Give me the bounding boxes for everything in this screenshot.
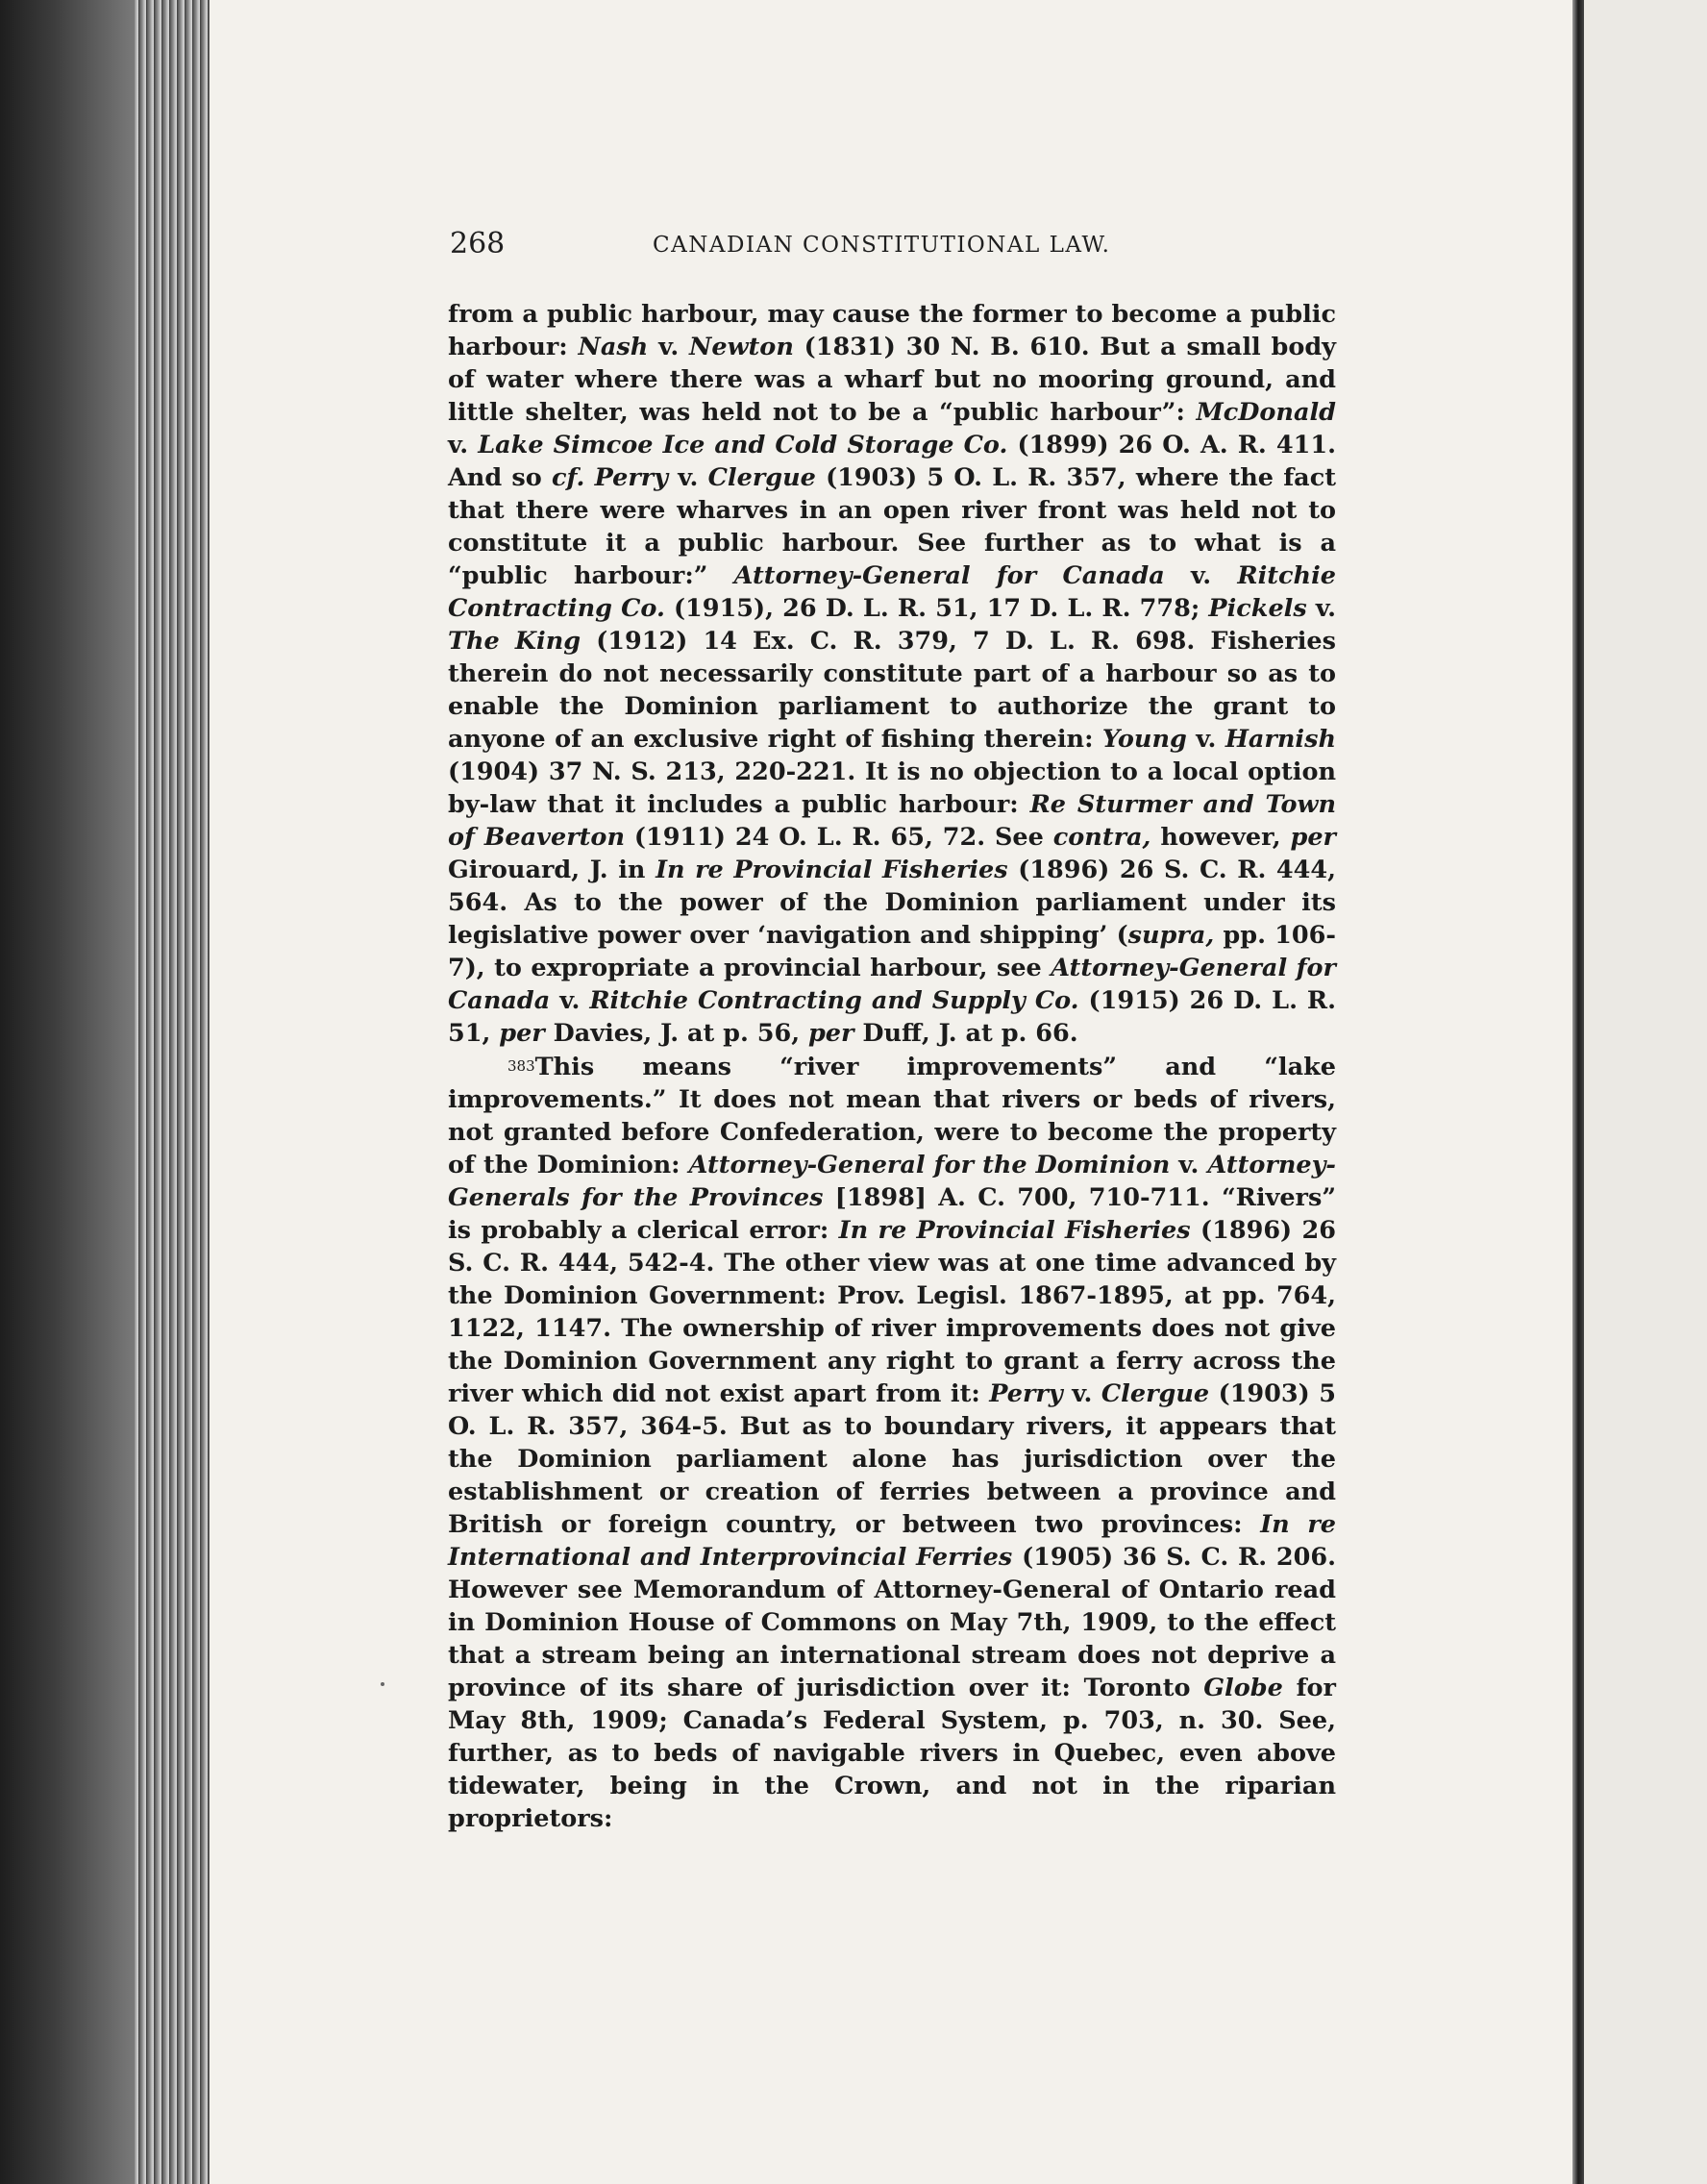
case-name: Perry xyxy=(989,1379,1063,1408)
text-run: (1915) 26 D. L. R. 51, xyxy=(448,986,1336,1048)
case-name: The King xyxy=(448,627,581,656)
case-name: cf. Perry xyxy=(551,463,669,492)
book-gutter xyxy=(1572,0,1584,2184)
text-run: pp. 106-7), to expropriate a provincial harbour, see xyxy=(448,921,1336,982)
text-run: from a public harbour, may cause the former to become a public harbour: xyxy=(448,300,1336,361)
text-run: v. xyxy=(1170,1151,1208,1179)
text-run: v. xyxy=(1164,561,1238,590)
case-name: Newton xyxy=(689,333,794,361)
body-text xyxy=(448,298,1336,1835)
case-name: Ritchie Contracting Co. xyxy=(448,561,1337,623)
case-name: Attorney-General for Canada xyxy=(448,954,1336,1015)
text-run: (1896) 26 S. C. R. 444, 542-4. The other view was at one time advanced by the Dominion Government: Prov. Legisl. 1867-1895, at pp. 764, 1122, 1147. The ownership of river improvements does not give the Dominion Government any right to grant a ferry across the river which did not exist apart from it: xyxy=(448,1216,1336,1408)
case-name: Nash xyxy=(578,333,649,361)
newspaper-title: Globe xyxy=(1203,1674,1283,1702)
page-header xyxy=(450,227,1338,269)
footnote-marker: 383 xyxy=(507,1057,535,1075)
italic-term: per xyxy=(1290,823,1336,852)
text-run: v. xyxy=(448,431,479,459)
book-spine-shadow xyxy=(0,0,135,2184)
italic-term: per xyxy=(807,1019,854,1048)
text-run: (1915), 26 D. L. R. 51, 17 D. L. R. 778; xyxy=(664,594,1209,623)
case-name: In re International and Interprovincial Ferries xyxy=(448,1510,1336,1572)
text-run: (1912) 14 Ex. C. R. 379, 7 D. L. R. 698. Fisheries therein do not necessarily constitute part of a harbour so as to enable the Dominion parliament to authorize the grant to anyone of an exclusive right of fishing therein: xyxy=(448,627,1336,754)
case-name: Clergue xyxy=(707,463,816,492)
text-run: (1903) 5 O. L. R. 357, where the fact that there were wharves in an open river front was held not to constitute it a public harbour. See further as to what is a “public harbour:” xyxy=(448,463,1337,590)
italic-term: per xyxy=(499,1019,545,1048)
text-run: (1896) 26 S. C. R. 444, 564. As to the power of the Dominion parliament under its legislative power over ‘navigation and shipping’ ( xyxy=(448,856,1337,950)
text-run: Duff, J. at p. 66. xyxy=(854,1019,1078,1048)
text-run: Girouard, J. in xyxy=(448,856,656,884)
text-run: v. xyxy=(1062,1379,1101,1408)
italic-term: contra, xyxy=(1052,823,1151,852)
text-run: (1899) 26 O. A. R. 411. And so xyxy=(448,431,1336,492)
page-number: 268 xyxy=(450,227,506,261)
case-name: Lake Simcoe Ice and Cold Storage Co. xyxy=(478,431,1008,459)
text-run: v. xyxy=(648,333,690,361)
text-run: (1911) 24 O. L. R. 65, 72. See xyxy=(624,823,1053,852)
case-name: Harnish xyxy=(1225,725,1336,754)
case-name: In re Provincial Fisheries xyxy=(838,1216,1191,1245)
text-run: (1904) 37 N. S. 213, 220-221. It is no objection to a local option by-law that it includes a public harbour: xyxy=(448,757,1336,819)
continued-footnote-paragraph xyxy=(448,298,1336,1050)
case-name: Young xyxy=(1101,725,1187,754)
case-name: Attorney-General for the Dominion xyxy=(688,1151,1171,1179)
case-name: Clergue xyxy=(1101,1379,1210,1408)
text-run: [1898] A. C. 700, 710-711. “Rivers” is probably a clerical error: xyxy=(448,1183,1337,1245)
case-name: Ritchie Contracting and Supply Co. xyxy=(589,986,1079,1015)
text-run: v. xyxy=(1186,725,1225,754)
text-run: (1905) 36 S. C. R. 206. However see Memorandum of Attorney-General of Ontario read in Dominion House of Commons on May 7th, 1909, to the effect that a stream being an international stream does not deprive a province of its share of jurisdiction over it: Toronto xyxy=(448,1543,1337,1702)
text-run: v. xyxy=(1306,594,1336,623)
text-run: v. xyxy=(550,986,590,1015)
case-name: In re Provincial Fisheries xyxy=(656,856,1008,884)
text-run: (1831) 30 N. B. 610. But a small body of water where there was a wharf but no mooring ground, and little shelter, was held not to be a “public harbour”: xyxy=(448,333,1336,427)
case-name: Attorney-Generals for the Provinces xyxy=(448,1151,1336,1212)
text-run: however, xyxy=(1150,823,1291,852)
text-run: Davies, J. at p. 56, xyxy=(544,1019,808,1048)
text-run: v. xyxy=(668,463,708,492)
text-run: for May 8th, 1909; Canada’s Federal System, p. 703, n. 30. See, further, as to beds of navigable rivers in Quebec, even above tidewater, being in the Crown, and not in the riparian proprietors: xyxy=(448,1674,1336,1833)
case-name: Attorney-General for Canada xyxy=(733,561,1165,590)
text-run: This means “river improvements” and “lake improvements.” It does not mean that rivers or beds of rivers, not granted before Confederation, were to become the property of the Dominion: xyxy=(448,1053,1336,1179)
case-name: McDonald xyxy=(1196,398,1336,427)
paper-speck xyxy=(381,1682,384,1686)
footnote-383 xyxy=(448,1050,1336,1835)
text-run: (1903) 5 O. L. R. 357, 364-5. But as to boundary rivers, it appears that the Dominion parliament alone has jurisdiction over the establishment or creation of ferries between a province and British or foreign country, or between two provinces: xyxy=(448,1379,1336,1539)
italic-term: supra, xyxy=(1127,921,1215,950)
case-name: Re Sturmer and Town of Beaverton xyxy=(448,790,1336,852)
running-head: CANADIAN CONSTITUTIONAL LAW. xyxy=(653,233,1111,258)
case-name: Pickels xyxy=(1208,594,1307,623)
facing-page-edge xyxy=(1584,0,1707,2184)
